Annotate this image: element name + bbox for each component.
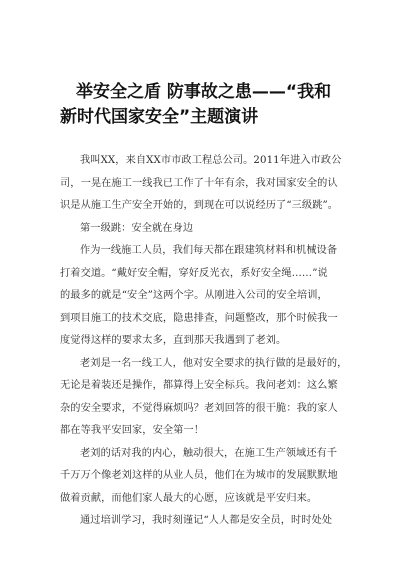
paragraph [60, 353, 360, 443]
section-heading [60, 218, 360, 241]
text-line: 度觉得这样的要求太多，直到那天我遇到了老刘。 [60, 335, 287, 346]
text-line: 老刘是一名一线工人，他对安全要求的执行做的是最好的， [80, 357, 348, 369]
text-line: 通过培训学习，我时刻谨记“人人都是安全员，时时处处 [80, 515, 333, 526]
text-line: 司，一晃在施工一线我已工作了十年有余，我对国家安全的认 [60, 177, 338, 189]
text-line: 都在等我平安回家，安全第一！ [60, 425, 205, 436]
text-line: 无论是着装还是操作，都算得上安全标兵。我问老刘：这么繁 [60, 380, 338, 391]
title-line: 举安全之盾 防事故之患——“我和 [76, 82, 332, 102]
text-line: 我叫XX，来自XX市市政工程总公司。2011年进入市政公 [80, 155, 342, 166]
text-line: 到项目施工的技术交底，隐患排查，问题整改，那个时候我一 [60, 312, 338, 324]
text-line: 老刘的话对我的内心，触动很大，在施工生产领域还有千 [80, 447, 338, 459]
paragraph [60, 443, 360, 511]
text-line: 识是从施工生产安全开始的，到现在可以说经历了“三级跳”。 [60, 200, 339, 211]
text-line: 做着贡献，而他们家人最大的心愿，应该就是平安归来。 [60, 492, 318, 504]
text-line: 千万万个像老刘这样的从业人员，他们在为城市的发展默默地 [60, 470, 338, 481]
text-line: 第一级跳：安全就在身边 [80, 222, 194, 234]
paragraph [60, 240, 360, 353]
text-line: 杂的安全要求，不觉得麻烦吗？老刘回答的很干脆：我的家人 [60, 402, 338, 414]
text-line: 打着交道。“戴好安全帽，穿好反光衣，系好安全绳……”说 [60, 267, 328, 279]
text-line: 的最多的就是“安全”这两个字。从刚进入公司的安全培训， [60, 290, 328, 301]
document-title [60, 80, 360, 130]
paragraph [60, 510, 360, 533]
title-line: 新时代国家安全”主题演讲 [60, 107, 259, 127]
paragraph [60, 150, 360, 218]
document-body [60, 150, 360, 533]
text-line: 作为一线施工人员，我们每天都在跟建筑材料和机械设备 [80, 245, 338, 256]
